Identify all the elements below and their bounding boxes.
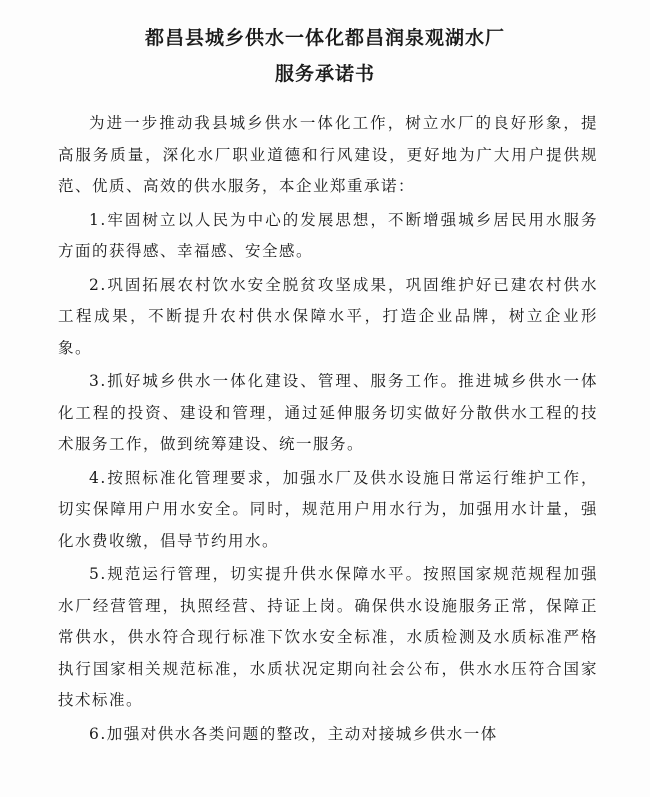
- commitment-item-3: 3.抓好城乡供水一体化建设、管理、服务工作。推进城乡供水一体化工程的投资、建设和管理，通过延伸服务切实做好分散供水工程的技术服务工作，做到统筹建设、统一服务。: [58, 372, 598, 453]
- commitment-item-5: 5.规范运行管理，切实提升供水保障水平。按照国家规范规程加强水厂经营管理，执照经营、持证上岗。确保供水设施服务正常，保障正常供水，供水符合现行标准下饮水安全标准，水质检测及水质标准严格执行国家相关规范标准，水质状况定期向社会公布，供水水压符合国家技术标准。: [58, 565, 598, 709]
- commitment-item-1: 1.牢固树立以人民为中心的发展思想，不断增强城乡居民用水服务方面的获得感、幸福感、安全感。: [58, 210, 598, 260]
- commitment-item-2: 2.巩固拓展农村饮水安全脱贫攻坚成果，巩固维护好已建农村供水工程成果，不断提升农村供水保障水平，打造企业品牌，树立企业形象。: [58, 275, 598, 357]
- commitment-item-4: 4.按照标准化管理要求，加强水厂及供水设施日常运行维护工作，切实保障用户用水安全。同时，规范用户用水行为，加强用水计量，强化水费收缴，倡导节约用水。: [58, 468, 598, 550]
- document-body: [0, 108, 650, 750]
- document-title: 都昌县城乡供水一体化都昌润泉观湖水厂: [144, 27, 505, 49]
- intro-paragraph: 为进一步推动我县城乡供水一体化工作，树立水厂的良好形象，提高服务质量，深化水厂职业道德和行风建设，更好地为广大用户提供规范、优质、高效的供水服务，本企业郑重承诺：: [58, 114, 598, 195]
- document-subtitle: 服务承诺书: [274, 63, 375, 85]
- commitment-item-6: 6.加强对供水各类问题的整改，主动对接城乡供水一体: [89, 724, 498, 743]
